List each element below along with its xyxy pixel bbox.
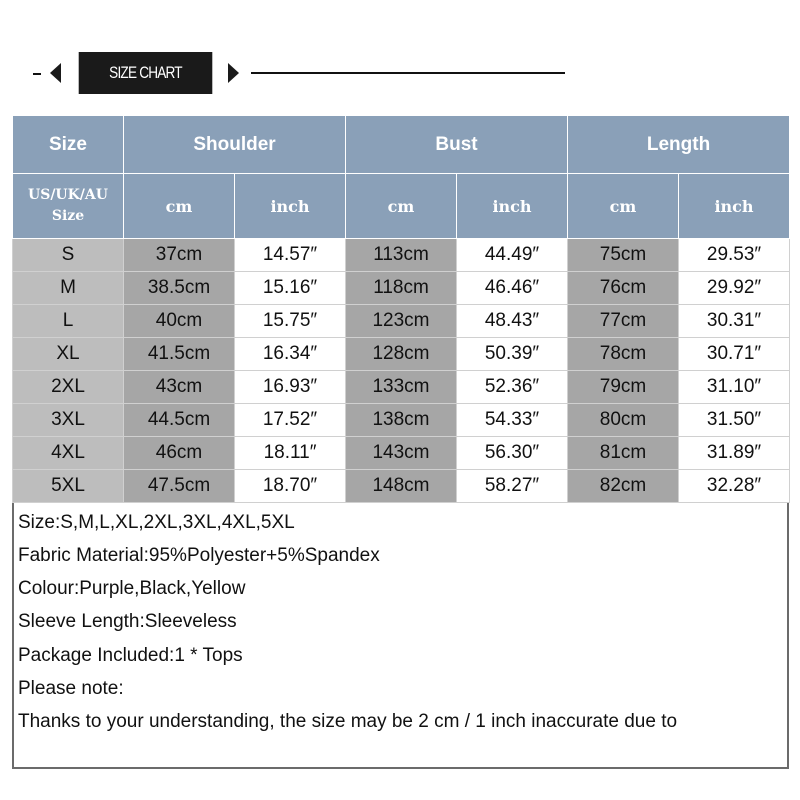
note-fabric: Fabric Material:95%Polyester+5%Spandex [18, 545, 380, 566]
banner-right-notch-icon [228, 63, 239, 83]
cell-length-cm: 79cm [568, 371, 679, 404]
table-row [13, 404, 790, 437]
banner-left-dash [33, 73, 41, 75]
cell-bust-cm: 143cm [346, 437, 457, 470]
size-region-sublabel: Size [51, 208, 85, 224]
unit-shoulder-inch: inch [235, 174, 346, 239]
cell-bust-cm: 128cm [346, 338, 457, 371]
cell-shoulder-cm: 43cm [124, 371, 235, 404]
cell-size: L [13, 305, 124, 338]
cell-length-inch: 30.71″ [679, 338, 790, 371]
size-region-label: US/UK/AU [28, 187, 108, 203]
cell-shoulder-inch: 16.93″ [235, 371, 346, 404]
cell-shoulder-cm: 46cm [124, 437, 235, 470]
size-table [12, 115, 790, 503]
cell-length-cm: 76cm [568, 272, 679, 305]
cell-length-inch: 31.10″ [679, 371, 790, 404]
cell-length-cm: 75cm [568, 239, 679, 272]
cell-shoulder-cm: 41.5cm [124, 338, 235, 371]
unit-shoulder-cm: cm [124, 174, 235, 239]
cell-length-cm: 80cm [568, 404, 679, 437]
cell-shoulder-inch: 15.16″ [235, 272, 346, 305]
cell-bust-cm: 133cm [346, 371, 457, 404]
cell-size: 4XL [13, 437, 124, 470]
cell-length-cm: 82cm [568, 470, 679, 503]
table-row [13, 272, 790, 305]
cell-length-cm: 81cm [568, 437, 679, 470]
cell-shoulder-cm: 37cm [124, 239, 235, 272]
table-row [13, 305, 790, 338]
cell-length-inch: 31.89″ [679, 437, 790, 470]
header-bust: Bust [346, 116, 568, 174]
table-row [13, 338, 790, 371]
header-length: Length [568, 116, 790, 174]
cell-length-inch: 32.28″ [679, 470, 790, 503]
cell-shoulder-cm: 47.5cm [124, 470, 235, 503]
cell-shoulder-inch: 17.52″ [235, 404, 346, 437]
cell-length-inch: 31.50″ [679, 404, 790, 437]
cell-shoulder-cm: 38.5cm [124, 272, 235, 305]
note-sizes: Size:S,M,L,XL,2XL,3XL,4XL,5XL [18, 512, 295, 533]
table-row [13, 470, 790, 503]
cell-shoulder-inch: 18.70″ [235, 470, 346, 503]
unit-length-inch: inch [679, 174, 790, 239]
note-package: Package Included:1 * Tops [18, 645, 243, 666]
cell-shoulder-inch: 18.11″ [235, 437, 346, 470]
banner-rule [251, 72, 565, 74]
cell-shoulder-inch: 15.75″ [235, 305, 346, 338]
table-header-row [13, 116, 790, 174]
banner-left-notch-icon [50, 63, 61, 83]
cell-length-inch: 29.92″ [679, 272, 790, 305]
table-unit-row [13, 174, 790, 239]
note-sleeve: Sleeve Length:Sleeveless [18, 611, 237, 632]
note-accuracy: Thanks to your understanding, the size may be 2 cm / 1 inch inaccurate due to [18, 711, 678, 732]
header-shoulder: Shoulder [124, 116, 346, 174]
cell-bust-inch: 52.36″ [457, 371, 568, 404]
size-chart-banner: SIZE CHART [79, 52, 213, 94]
cell-bust-inch: 46.46″ [457, 272, 568, 305]
unit-bust-cm: cm [346, 174, 457, 239]
cell-length-cm: 77cm [568, 305, 679, 338]
note-please-note: Please note: [18, 678, 124, 699]
cell-bust-inch: 58.27″ [457, 470, 568, 503]
cell-bust-inch: 54.33″ [457, 404, 568, 437]
cell-shoulder-inch: 16.34″ [235, 338, 346, 371]
header-size: Size [13, 116, 124, 174]
unit-length-cm: cm [568, 174, 679, 239]
cell-shoulder-inch: 14.57″ [235, 239, 346, 272]
cell-length-inch: 29.53″ [679, 239, 790, 272]
cell-length-inch: 30.31″ [679, 305, 790, 338]
cell-bust-cm: 123cm [346, 305, 457, 338]
table-row [13, 437, 790, 470]
table-row [13, 239, 790, 272]
cell-bust-inch: 48.43″ [457, 305, 568, 338]
cell-size: 3XL [13, 404, 124, 437]
cell-bust-inch: 50.39″ [457, 338, 568, 371]
cell-bust-cm: 118cm [346, 272, 457, 305]
note-colour: Colour:Purple,Black,Yellow [18, 578, 246, 599]
cell-length-cm: 78cm [568, 338, 679, 371]
cell-size: XL [13, 338, 124, 371]
cell-bust-inch: 44.49″ [457, 239, 568, 272]
cell-size: S [13, 239, 124, 272]
cell-bust-cm: 113cm [346, 239, 457, 272]
cell-size: M [13, 272, 124, 305]
cell-size: 2XL [13, 371, 124, 404]
header-size-region [13, 174, 124, 239]
cell-bust-inch: 56.30″ [457, 437, 568, 470]
cell-size: 5XL [13, 470, 124, 503]
unit-bust-inch: inch [457, 174, 568, 239]
cell-shoulder-cm: 44.5cm [124, 404, 235, 437]
cell-bust-cm: 138cm [346, 404, 457, 437]
table-row [13, 371, 790, 404]
cell-shoulder-cm: 40cm [124, 305, 235, 338]
cell-bust-cm: 148cm [346, 470, 457, 503]
